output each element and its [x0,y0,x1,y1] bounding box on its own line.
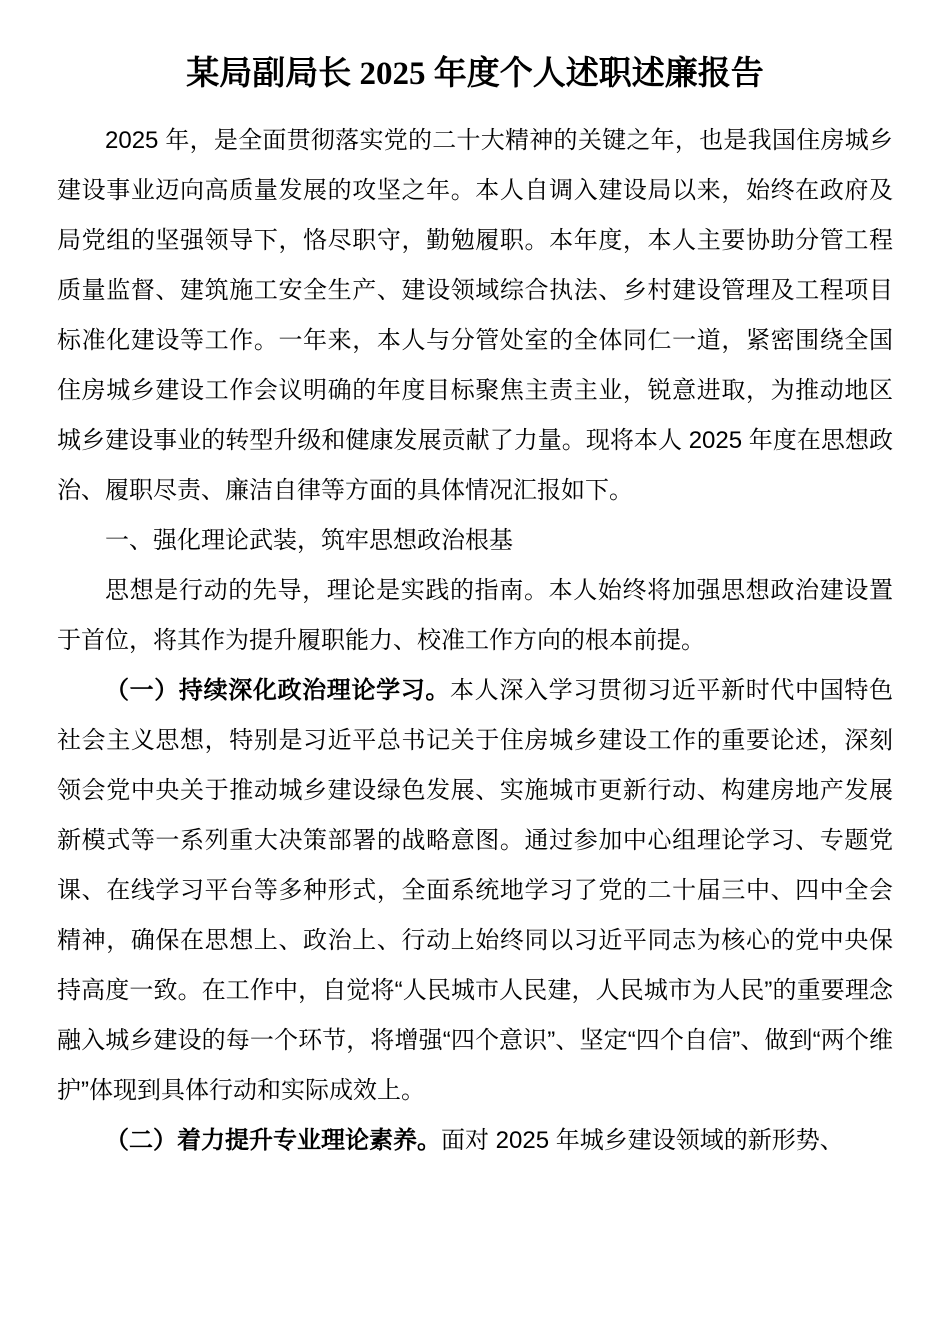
document-title: 某局副局长 2025 年度个人述职述廉报告 [186,56,764,92]
paragraph: （二）着力提升专业理论素养。面对 2025 年城乡建设领域的新形势、 [105,1127,844,1154]
paragraph: 2025 年，是全面贯彻落实党的二十大精神的关键之年，也是我国住房城乡建设事业迈向高质量发展的攻坚之年。本人自调入建设局以来，始终在政府及局党组的坚强领导下，恪尽职守，勤勉履职。本年度，本人主要协助分管工程质量监督、建筑施工安全生产、建设领域综合执法、乡村建设管理及工程项目标准化建设等工作。一年来，本人与分管处室的全体同仁一道，紧密围绕全国住房城乡建设工作会议明确的年度目标聚焦主责主业，锐意进取，为推动地区城乡建设事业的转型升级和健康发展贡献了力量。现将本人 2025 年度在思想政治、履职尽责、廉洁自律等方面的具体情况汇报如下。 [57,127,893,504]
section-heading: 一、强化理论武装，筑牢思想政治根基 [105,527,513,554]
paragraph-bold-lead: （一）持续深化政治理论学习。 [105,677,451,704]
document-body [57,116,893,1166]
paragraph: （一）持续深化政治理论学习。本人深入学习贯彻习近平新时代中国特色社会主义思想，特别是习近平总书记关于住房城乡建设工作的重要论述，深刻领会党中央关于推动城乡建设绿色发展、实施城市更新行动、构建房地产发展新模式等一系列重大决策部署的战略意图。通过参加中心组理论学习、专题党课、在线学习平台等多种形式，全面系统地学习了党的二十届三中、四中全会精神，确保在思想上、政治上、行动上始终同以习近平同志为核心的党中央保持高度一致。在工作中，自觉将“人民城市人民建，人民城市为人民”的重要理念融入城乡建设的每一个环节，将增强“四个意识”、坚定“四个自信”、做到“两个维护”体现到具体行动和实际成效上。 [57,677,893,1104]
paragraph-bold-lead: （二）着力提升专业理论素养。 [105,1127,441,1154]
paragraph: 思想是行动的先导，理论是实践的指南。本人始终将加强思想政治建设置于首位，将其作为提升履职能力、校准工作方向的根本前提。 [57,577,893,654]
